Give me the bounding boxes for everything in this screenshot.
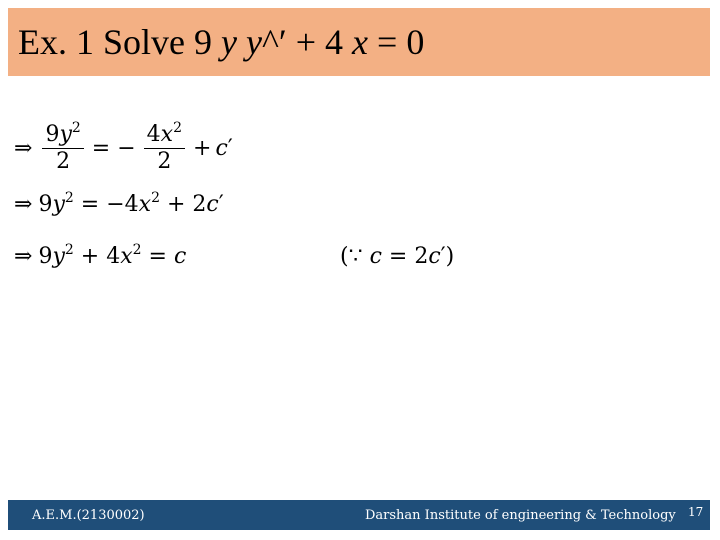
institute-name: Darshan Institute of engineering & Technology [365,508,676,523]
title-text-mid: ^′ + 4 [261,22,353,62]
footer-bar [8,500,710,530]
slide-title [18,20,424,64]
equals-minus: = − [91,135,136,161]
title-var-x: x [352,22,369,62]
title-text-tail: = 0 [368,22,425,62]
fraction-denominator: 2 [157,148,172,174]
plus-sign: + [193,135,212,161]
title-bar [8,8,710,76]
fraction-numerator: $9y^2$ [45,119,81,147]
fraction-denominator: 2 [56,148,71,174]
because-note: (∵ c = 2c′) [340,244,455,269]
implies-arrow: ⇒ [14,135,33,161]
fraction-4x2-over-2 [144,119,185,175]
fraction-numerator: $4x^2$ [146,119,183,147]
title-text: Ex. 1 Solve 9 [18,22,221,62]
equation-line-3: ⇒ $9y^2 + 4x^2 = c$ [14,242,187,269]
implies-arrow: ⇒ [14,192,33,217]
course-code: A.E.M.(2130002) [32,508,145,523]
title-var-y: y [221,22,237,62]
title-space [237,22,246,62]
fraction-9y2-over-2 [42,119,83,175]
equation-line-2: ⇒ $9y^2 = -4x^2 + 2c'$ [14,190,224,217]
constant-c: c [215,135,228,161]
prime-mark: ′ [227,135,233,161]
equation-line-1 [14,118,233,178]
implies-arrow: ⇒ [14,244,33,269]
page-number: 17 [688,505,704,519]
title-var-y2: y [245,22,262,62]
